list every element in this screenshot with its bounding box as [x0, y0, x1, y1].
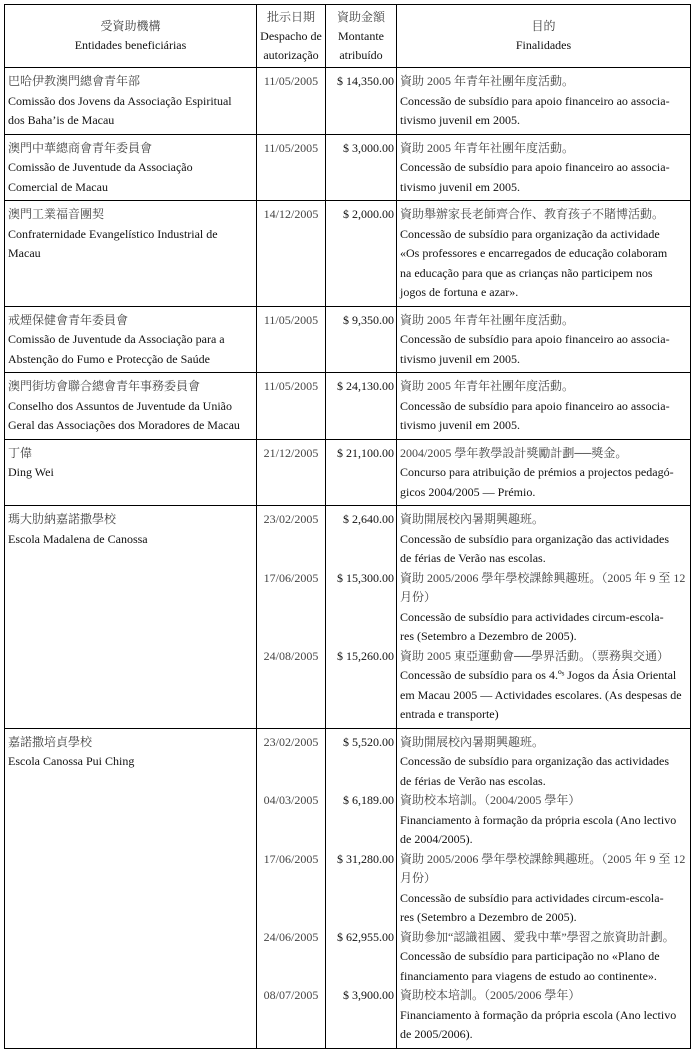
table-row	[5, 201, 691, 307]
purpose-pt: Concessão de subsídio para organização das actividades	[400, 754, 670, 768]
purpose-pt: Concurso para atribuição de prémios a projectos pedagó-	[400, 465, 674, 479]
authorization-date: 24/08/2005	[263, 648, 319, 663]
header-purpose-pt: Finalidades	[515, 38, 572, 52]
entity-name-zh: 澳門街坊會聯合總會青年事務委員會	[8, 379, 201, 393]
entity-name-pt: Conselho dos Assuntos de Juventude da União	[8, 398, 232, 413]
table-row	[5, 506, 691, 569]
authorization-date: 04/03/2005	[263, 793, 319, 807]
purpose-zh: 資助開展校內暑期興趣班。	[400, 734, 545, 749]
table-row	[5, 306, 691, 373]
purpose-pt: financiamento para viagens de estudo ao continente».	[400, 968, 657, 983]
purpose-pt: res (Setembro a Dezembro de 2005).	[400, 629, 577, 643]
purpose-cell	[397, 306, 691, 373]
authorization-date: 08/07/2005	[263, 988, 319, 1002]
authorization-date: 14/12/2005	[263, 207, 319, 221]
entity-name-zh: 澳門工業福音團契	[8, 207, 105, 221]
amount-cell	[326, 728, 397, 791]
entity-cell	[5, 373, 257, 440]
header-entity-zh: 受資助機構	[100, 19, 161, 33]
purpose-pt: de férias de Verão nas escolas.	[400, 773, 546, 788]
date-cell	[257, 439, 326, 506]
header-date	[257, 5, 326, 68]
purpose-pt: tivismo juvenil em 2005.	[400, 113, 520, 127]
purpose-pt: Concessão de subsídio para apoio financeiro ao associa-	[400, 160, 670, 174]
purpose-cell	[397, 373, 691, 440]
authorization-date: 23/02/2005	[263, 734, 319, 749]
purpose-cell	[397, 68, 691, 135]
grant-amount: $ 3,000.00	[343, 140, 394, 155]
date-cell	[257, 373, 326, 440]
authorization-date: 23/02/2005	[263, 512, 319, 526]
entity-name-zh: 戒煙保健會青年委員會	[8, 312, 129, 327]
entity-name-zh: 巴哈伊教澳門總會青年部	[8, 74, 141, 88]
authorization-date: 21/12/2005	[263, 445, 319, 460]
table-row	[5, 439, 691, 506]
purpose-zh: 資助校本培訓。（2004/2005 學年）	[400, 793, 581, 807]
amount-cell	[326, 928, 397, 987]
amount-cell	[326, 373, 397, 440]
entity-name-pt: Comercial de Macau	[8, 179, 108, 194]
entity-cell	[5, 439, 257, 506]
purpose-cell	[397, 728, 691, 791]
amount-cell	[326, 791, 397, 850]
purpose-zh: 資助 2005/2006 學年學校課餘興趣班。（2005 年 9 至 12	[400, 570, 686, 585]
table-row	[5, 728, 691, 791]
grant-amount: $ 2,000.00	[343, 207, 394, 221]
entity-name-pt: Geral das Associações dos Moradores de Macau	[8, 418, 240, 432]
amount-cell	[326, 506, 397, 569]
date-cell	[257, 569, 326, 647]
date-cell	[257, 134, 326, 201]
purpose-zh: 資助 2005 年青年社團年度活動。	[400, 140, 575, 155]
header-entity-pt: Entidades beneficiárias	[74, 38, 187, 52]
purpose-cell	[397, 506, 691, 569]
date-cell	[257, 201, 326, 307]
purpose-zh: 資助校本培訓。（2005/2006 學年）	[400, 988, 581, 1002]
purpose-pt: Concessão de subsídio para os 4.ºˢ Jogos da Ásia Oriental	[400, 668, 677, 682]
purpose-pt: de férias de Verão nas escolas.	[400, 551, 546, 565]
amount-cell	[326, 569, 397, 647]
purpose-pt: na educação para que as crianças não participem nos	[400, 265, 653, 280]
grants-table	[4, 4, 691, 1049]
entity-cell	[5, 134, 257, 201]
date-cell	[257, 728, 326, 791]
grant-amount: $ 15,300.00	[337, 570, 394, 585]
table-row	[5, 373, 691, 440]
purpose-pt: entrada e transporte)	[400, 707, 499, 721]
purpose-pt: Concessão de subsídio para participação no «Plano de	[400, 949, 660, 963]
purpose-zh: 資助 2005 年青年社團年度活動。	[400, 312, 575, 327]
amount-cell	[326, 68, 397, 135]
entity-name-pt: Comissão de Juventude da Associação para a	[8, 332, 225, 346]
table-row	[5, 68, 691, 135]
entity-name-pt: Confraternidade Evangelístico Industrial de	[8, 226, 218, 241]
amount-cell	[326, 647, 397, 729]
purpose-pt: de 2005/2006).	[400, 1027, 473, 1041]
purpose-cell	[397, 928, 691, 987]
date-cell	[257, 791, 326, 850]
purpose-cell	[397, 647, 691, 729]
purpose-pt: Financiamento à formação da própria escola (Ano lectivo	[400, 1007, 677, 1022]
header-amount	[326, 5, 397, 68]
date-cell	[257, 647, 326, 729]
purpose-cell	[397, 791, 691, 850]
grant-amount: $ 2,640.00	[343, 512, 394, 526]
amount-cell	[326, 306, 397, 373]
purpose-cell	[397, 439, 691, 506]
table-row	[5, 134, 691, 201]
date-cell	[257, 506, 326, 569]
grant-amount: $ 14,350.00	[337, 74, 394, 88]
amount-cell	[326, 850, 397, 928]
purpose-pt: de 2004/2005).	[400, 832, 473, 846]
purpose-pt: gicos 2004/2005 — Prémio.	[400, 484, 536, 499]
authorization-date: 11/05/2005	[263, 312, 319, 327]
purpose-zh: 資助 2005 年青年社團年度活動。	[400, 74, 575, 88]
purpose-cell	[397, 850, 691, 928]
grant-amount: $ 15,260.00	[337, 648, 394, 663]
table-header	[5, 5, 691, 68]
purpose-pt: Concessão de subsídio para actividades circum-escola-	[400, 609, 664, 624]
purpose-pt: tivismo juvenil em 2005.	[400, 351, 520, 366]
purpose-pt: «Os professores e encarregados de educação colaboram	[400, 246, 668, 260]
purpose-zh: 資助參加“認識祖國、愛我中華”學習之旅資助計劃。	[400, 929, 675, 944]
purpose-zh: 月份）	[400, 590, 437, 604]
authorization-date: 24/06/2005	[263, 929, 319, 944]
entity-cell	[5, 506, 257, 729]
authorization-date: 11/05/2005	[263, 74, 319, 88]
purpose-pt: Financiamento à formação da própria escola (Ano lectivo	[400, 812, 677, 827]
grant-amount: $ 9,350.00	[343, 312, 394, 327]
date-cell	[257, 306, 326, 373]
date-cell	[257, 68, 326, 135]
entity-name-zh: 瑪大肋納嘉諾撒學校	[8, 512, 117, 526]
header-amount-pt: Montante	[338, 28, 384, 43]
date-cell	[257, 986, 326, 1048]
purpose-pt: Concessão de subsídio para apoio financeiro ao associa-	[400, 332, 670, 346]
entity-name-zh: 嘉諾撒培貞學校	[8, 734, 93, 749]
purpose-zh: 資助 2005 東亞運動會──學界活動。（票務與交通）	[400, 648, 670, 663]
authorization-date: 17/06/2005	[263, 851, 319, 866]
entity-name-pt: Escola Canossa Pui Ching	[8, 754, 135, 768]
grant-amount: $ 31,280.00	[337, 851, 394, 866]
purpose-pt: tivismo juvenil em 2005.	[400, 418, 520, 432]
amount-cell	[326, 134, 397, 201]
entity-name-pt: Comissão de Juventude da Associação	[8, 160, 193, 174]
header-date-zh: 批示日期	[266, 9, 315, 24]
purpose-pt: tivismo juvenil em 2005.	[400, 179, 520, 194]
date-cell	[257, 928, 326, 987]
purpose-pt: res (Setembro a Dezembro de 2005).	[400, 910, 577, 924]
header-date-pt: Despacho de	[260, 28, 322, 43]
purpose-pt: Concessão de subsídio para organização da actividade	[400, 226, 660, 241]
amount-cell	[326, 986, 397, 1048]
purpose-zh: 2004/2005 學年教學設計獎勵計劃──獎金。	[400, 445, 628, 460]
entity-cell	[5, 306, 257, 373]
purpose-pt: em Macau 2005 — Actividades escolares. (As despesas de	[400, 687, 682, 702]
authorization-date: 11/05/2005	[263, 140, 319, 155]
purpose-pt: Concessão de subsídio para organização das actividades	[400, 531, 670, 546]
grant-amount: $ 3,900.00	[343, 988, 394, 1002]
purpose-cell	[397, 569, 691, 647]
purpose-pt: Concessão de subsídio para apoio financeiro ao associa-	[400, 93, 670, 108]
purpose-zh: 資助開展校內暑期興趣班。	[400, 512, 545, 526]
entity-name-pt: Escola Madalena de Canossa	[8, 531, 148, 546]
purpose-cell	[397, 986, 691, 1048]
purpose-zh: 資助舉辦家長老師齊合作、教育孩子不賭博活動。	[400, 207, 665, 221]
purpose-zh: 資助 2005/2006 學年學校課餘興趣班。（2005 年 9 至 12	[400, 851, 686, 866]
entity-cell	[5, 201, 257, 307]
authorization-date: 17/06/2005	[263, 570, 319, 585]
header-amount-zh: 資助金額	[336, 9, 385, 24]
purpose-pt: Concessão de subsídio para apoio financeiro ao associa-	[400, 398, 670, 413]
entity-cell	[5, 728, 257, 1048]
purpose-cell	[397, 201, 691, 307]
entity-name-pt: Abstenção do Fumo e Protecção de Saúde	[8, 351, 210, 366]
grant-amount: $ 62,955.00	[337, 929, 394, 944]
purpose-pt: jogos de fortuna e azar».	[400, 285, 519, 299]
header-purpose-zh: 目的	[531, 19, 556, 33]
grant-amount: $ 6,189.00	[343, 793, 394, 807]
amount-cell	[326, 439, 397, 506]
purpose-zh: 月份）	[400, 871, 437, 885]
amount-cell	[326, 201, 397, 307]
entity-name-pt: Ding Wei	[8, 465, 54, 479]
grant-amount: $ 24,130.00	[337, 379, 394, 393]
entity-name-zh: 丁偉	[8, 445, 33, 460]
header-entity	[5, 5, 257, 68]
header-amount-pt: atribuído	[339, 47, 383, 62]
purpose-cell	[397, 134, 691, 201]
date-cell	[257, 850, 326, 928]
entity-name-pt: Macau	[8, 246, 41, 260]
entity-name-pt: Comissão dos Jovens da Associação Espiritual	[8, 93, 232, 108]
purpose-zh: 資助 2005 年青年社團年度活動。	[400, 379, 575, 393]
entity-name-zh: 澳門中華總商會青年委員會	[8, 140, 153, 155]
authorization-date: 11/05/2005	[263, 379, 319, 393]
header-date-pt: autorização	[263, 47, 319, 62]
header-purpose	[397, 5, 691, 68]
purpose-pt: Concessão de subsídio para actividades circum-escola-	[400, 890, 664, 905]
entity-name-pt: dos Baha’is de Macau	[8, 113, 115, 127]
grant-amount: $ 21,100.00	[337, 445, 394, 460]
grant-amount: $ 5,520.00	[343, 734, 394, 749]
entity-cell	[5, 68, 257, 135]
